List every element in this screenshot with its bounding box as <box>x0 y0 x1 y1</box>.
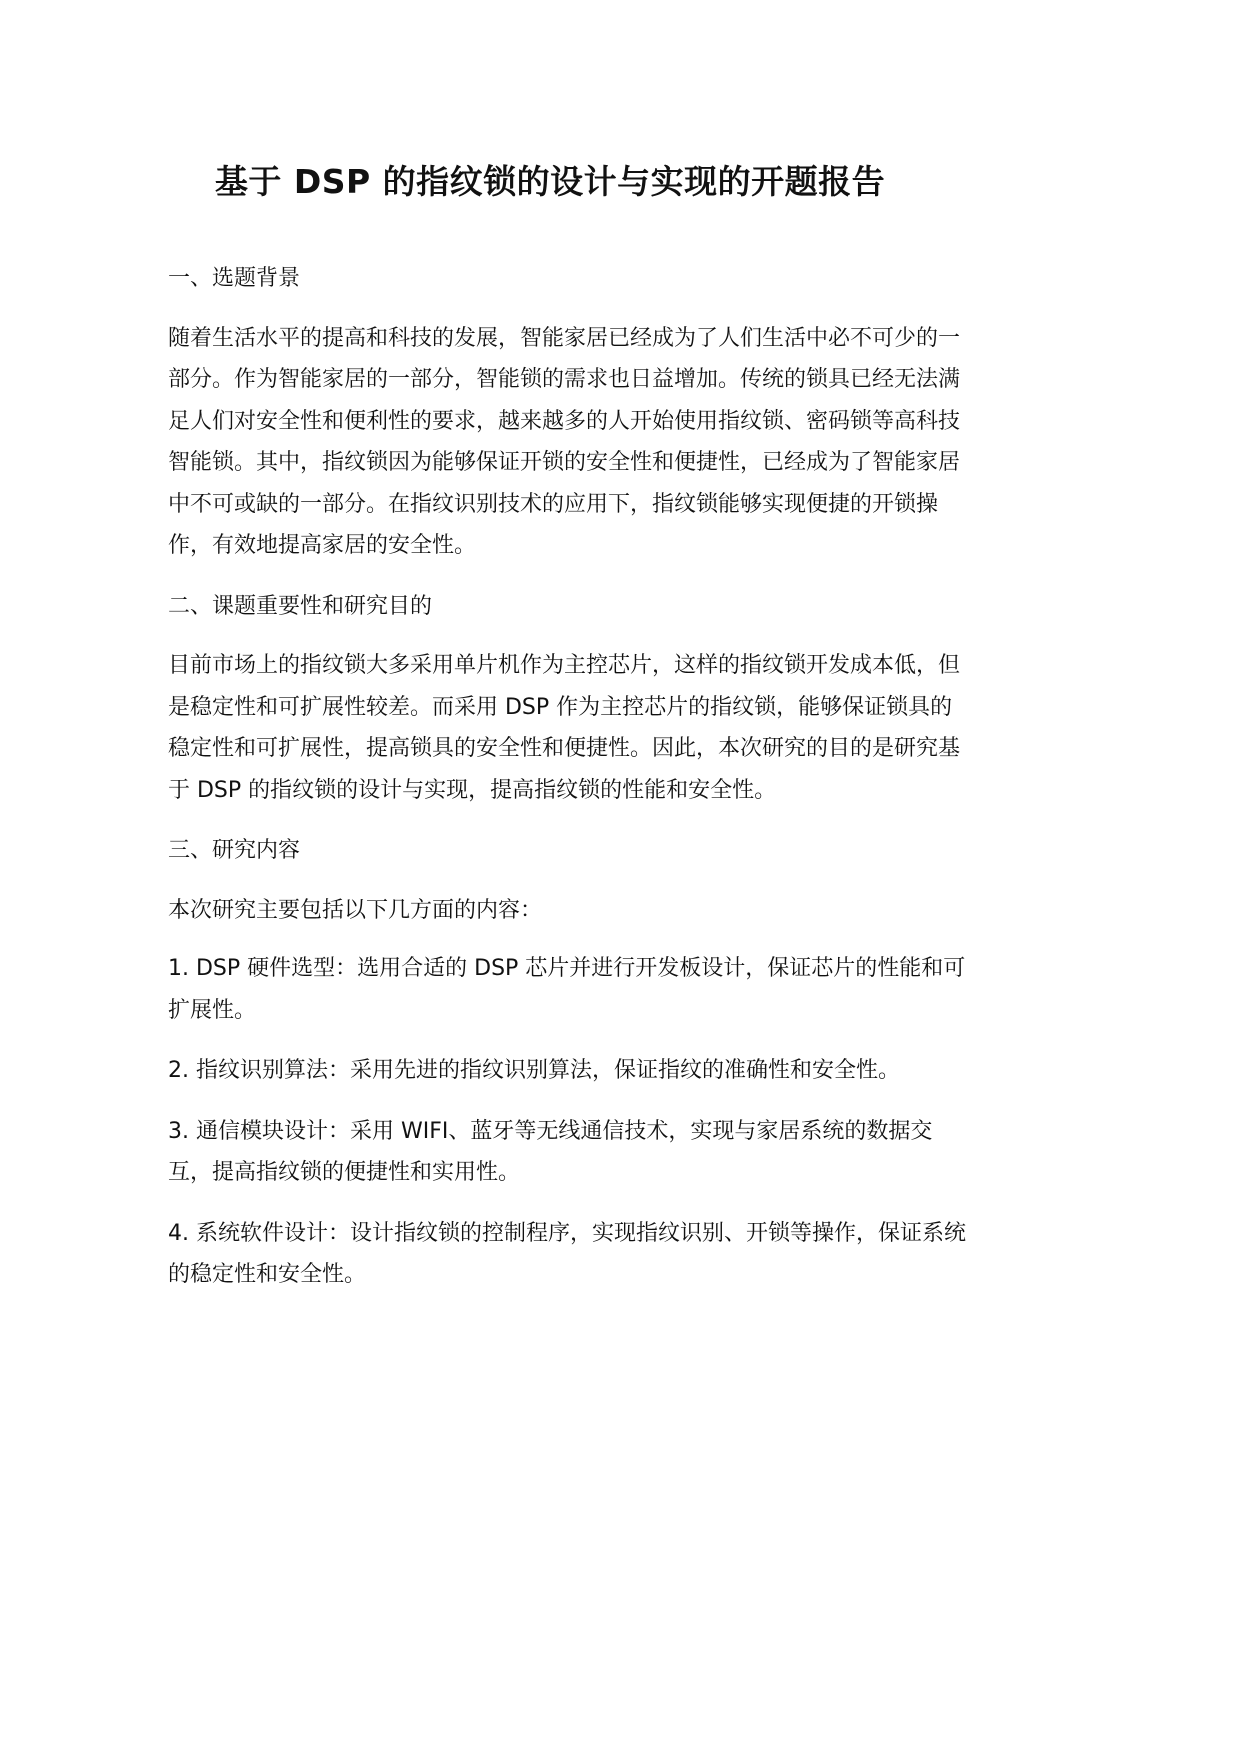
document-body <box>168 258 968 1315</box>
research-item-fingerprint-algorithm: 2. 指纹识别算法：采用先进的指纹识别算法，保证指纹的准确性和安全性。 <box>168 1058 900 1083</box>
research-item-communication-module: 3. 通信模块设计：采用 WIFI、蓝牙等无线通信技术，实现与家居系统的数据交互，提高指纹锁的便捷性和实用性。 <box>168 1118 933 1185</box>
section-heading-importance: 二、课题重要性和研究目的 <box>168 593 433 619</box>
research-content-intro: 本次研究主要包括以下几方面的内容： <box>168 897 543 923</box>
background-paragraph: 随着生活水平的提高和科技的发展，智能家居已经成为了人们生活中必不可少的一部分。作为智能家居的一部分，智能锁的需求也日益增加。传统的锁具已经无法满足人们对安全性和便利性的要求，越来越多的人开始使用指纹锁、密码锁等高科技智能锁。其中，指纹锁因为能够保证开锁的安全性和便捷性，已经成为了智能家居中不可或缺的一部分。在指纹识别技术的应用下，指纹锁能够实现便捷的开锁操作，有效地提高家居的安全性。 <box>168 325 961 558</box>
research-item-dsp-hardware: 1. DSP 硬件选型：选用合适的 DSP 芯片并进行开发板设计，保证芯片的性能和可扩展性。 <box>168 956 966 1023</box>
research-item-system-software: 4. 系统软件设计：设计指纹锁的控制程序，实现指纹识别、开锁等操作，保证系统的稳定性和安全性。 <box>168 1220 966 1287</box>
document-title: 基于 DSP 的指纹锁的设计与实现的开题报告 <box>214 162 886 201</box>
importance-paragraph: 目前市场上的指纹锁大多采用单片机作为主控芯片，这样的指纹锁开发成本低，但是稳定性和可扩展性较差。而采用 DSP 作为主控芯片的指纹锁，能够保证锁具的稳定性和可扩展性，提高锁具的安全性和便捷性。因此，本次研究的目的是研究基于 DSP 的指纹锁的设计与实现，提高指纹锁的性能和安全性。 <box>168 653 961 803</box>
section-heading-research-content: 三、研究内容 <box>168 838 301 863</box>
section-heading-background: 一、选题背景 <box>168 266 301 291</box>
